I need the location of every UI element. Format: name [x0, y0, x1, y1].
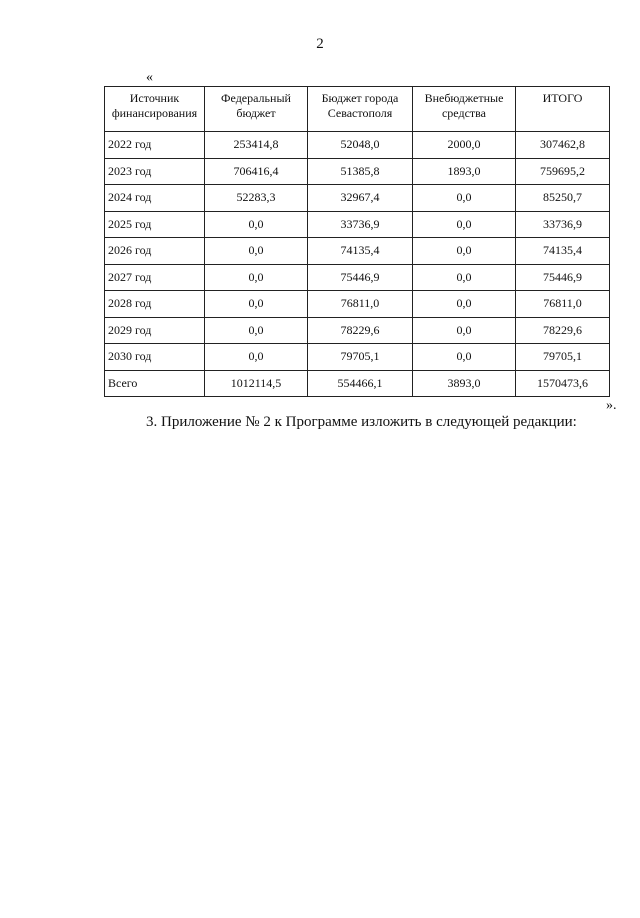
table-row: [105, 158, 610, 185]
extra-value: 0,0: [413, 185, 516, 212]
table-header-row: [105, 87, 610, 132]
city-value: 74135,4: [308, 238, 413, 265]
table-row: [105, 132, 610, 159]
row-label: 2027 год: [105, 264, 205, 291]
city-value: 75446,9: [308, 264, 413, 291]
header-extra-budget: Внебюджетные средства: [413, 87, 516, 132]
extra-value: 0,0: [413, 264, 516, 291]
total-value: 75446,9: [516, 264, 610, 291]
row-label: 2025 год: [105, 211, 205, 238]
instruction-paragraph: 3. Приложение № 2 к Программе изложить в следующей редакции:: [146, 414, 577, 430]
federal-value: 706416,4: [205, 158, 308, 185]
row-label: Всего: [105, 370, 205, 397]
city-value: 33736,9: [308, 211, 413, 238]
table-row-total: [105, 370, 610, 397]
header-source: Источник финансирования: [105, 87, 205, 132]
extra-value: 1893,0: [413, 158, 516, 185]
federal-value: 52283,3: [205, 185, 308, 212]
federal-value: 0,0: [205, 264, 308, 291]
header-federal-budget: Федеральный бюджет: [205, 87, 308, 132]
extra-value: 0,0: [413, 291, 516, 318]
federal-value: 1012114,5: [205, 370, 308, 397]
table-row: [105, 238, 610, 265]
total-value: 759695,2: [516, 158, 610, 185]
federal-value: 0,0: [205, 238, 308, 265]
extra-value: 2000,0: [413, 132, 516, 159]
federal-value: 0,0: [205, 291, 308, 318]
extra-value: 0,0: [413, 211, 516, 238]
extra-value: 0,0: [413, 344, 516, 371]
city-value: 52048,0: [308, 132, 413, 159]
total-value: 76811,0: [516, 291, 610, 318]
table-row: [105, 291, 610, 318]
financing-table: [104, 86, 610, 397]
city-value: 32967,4: [308, 185, 413, 212]
row-label: 2028 год: [105, 291, 205, 318]
federal-value: 0,0: [205, 211, 308, 238]
row-label: 2022 год: [105, 132, 205, 159]
federal-value: 0,0: [205, 317, 308, 344]
table-row: [105, 185, 610, 212]
row-label: 2030 год: [105, 344, 205, 371]
total-value: 79705,1: [516, 344, 610, 371]
header-total: ИТОГО: [516, 87, 610, 132]
table-row: [105, 264, 610, 291]
federal-value: 253414,8: [205, 132, 308, 159]
city-value: 554466,1: [308, 370, 413, 397]
table-row: [105, 211, 610, 238]
row-label: 2024 год: [105, 185, 205, 212]
closing-quote: ».: [606, 398, 617, 413]
city-value: 76811,0: [308, 291, 413, 318]
page-number: 2: [316, 36, 324, 52]
extra-value: 0,0: [413, 317, 516, 344]
table-row: [105, 344, 610, 371]
extra-value: 0,0: [413, 238, 516, 265]
city-value: 78229,6: [308, 317, 413, 344]
total-value: 307462,8: [516, 132, 610, 159]
header-city-budget: Бюджет города Севастополя: [308, 87, 413, 132]
total-value: 1570473,6: [516, 370, 610, 397]
extra-value: 3893,0: [413, 370, 516, 397]
total-value: 85250,7: [516, 185, 610, 212]
row-label: 2029 год: [105, 317, 205, 344]
total-value: 74135,4: [516, 238, 610, 265]
row-label: 2023 год: [105, 158, 205, 185]
city-value: 51385,8: [308, 158, 413, 185]
total-value: 78229,6: [516, 317, 610, 344]
federal-value: 0,0: [205, 344, 308, 371]
table-row: [105, 317, 610, 344]
opening-quote: «: [146, 70, 153, 85]
city-value: 79705,1: [308, 344, 413, 371]
row-label: 2026 год: [105, 238, 205, 265]
total-value: 33736,9: [516, 211, 610, 238]
